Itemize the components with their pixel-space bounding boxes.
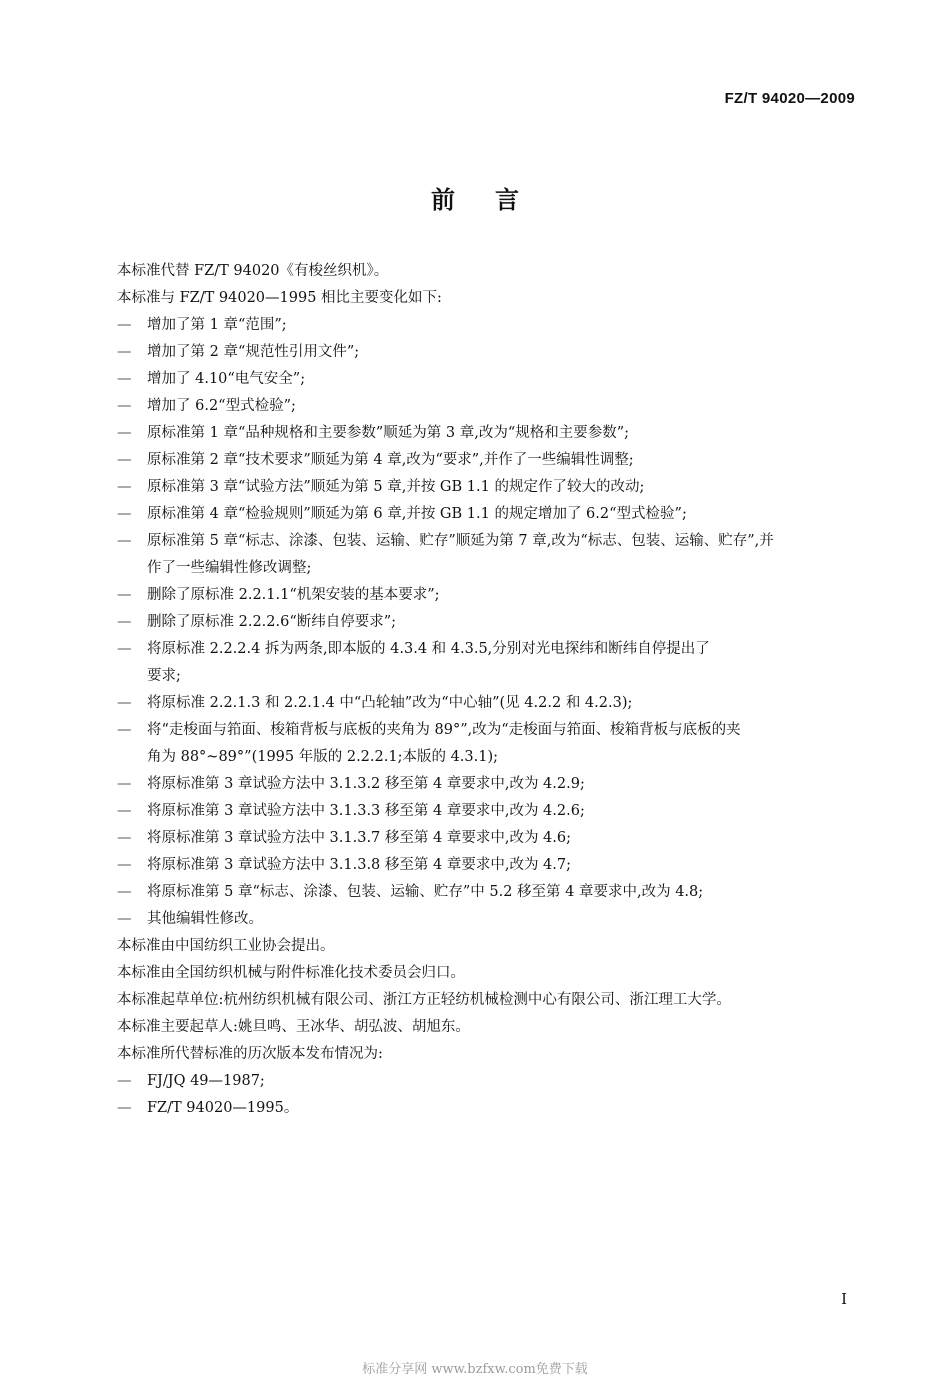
dash-marker: — [117,371,132,387]
list-item-text: 原标准第 4 章“检验规则”顺延为第 6 章,并按 GB 1.1 的规定增加了 6.2“型式检验”; [147,506,687,522]
paragraph: 本标准主要起草人:姚旦鸣、王冰华、胡弘波、胡旭东。 [117,1019,470,1035]
history-item [117,1068,862,1095]
list-item-text: 将原标准 2.2.2.4 拆为两条,即本版的 4.3.4 和 4.3.5,分别对光电探纬和断纬自停提出了 [147,641,710,657]
footer-watermark: 标准分享网 www.bzfxw.com免费下载 [362,1362,588,1377]
dash-marker: — [117,344,132,360]
dash-marker: — [117,911,132,927]
dash-marker: — [117,830,132,846]
list-item [117,852,862,879]
list-item-text: 将“走梭面与筘面、梭箱背板与底板的夹角为 89°”,改为“走梭面与筘面、梭箱背板与底板的夹 [147,722,741,738]
list-item-text: 原标准第 1 章“品种规格和主要参数”顺延为第 3 章,改为“规格和主要参数”; [147,425,630,441]
dash-marker: — [117,587,132,603]
list-item [117,879,862,906]
dash-marker: — [117,452,132,468]
list-item-text: 原标准第 2 章“技术要求”顺延为第 4 章,改为“要求”,并作了一些编辑性调整; [147,452,634,468]
dash-marker: — [117,398,132,414]
list-item-text: 将原标准第 5 章“标志、涂漆、包装、运输、贮存”中 5.2 移至第 4 章要求中,改为 4.8; [147,884,704,900]
list-item-text: 增加了 6.2“型式检验”; [147,398,296,414]
list-item-text: 将原标准第 3 章试验方法中 3.1.3.8 移至第 4 章要求中,改为 4.7; [147,857,571,873]
list-item-continuation: 角为 88°~89°”(1995 年版的 2.2.2.1;本版的 4.3.1); [147,749,499,765]
document-code: FZ/T 94020—2009 [724,90,855,107]
list-item [117,636,862,663]
list-item [117,825,862,852]
dash-marker: — [117,1100,132,1116]
list-item [117,501,862,528]
list-item-text: 原标准第 3 章“试验方法”顺延为第 5 章,并按 GB 1.1 的规定作了较大的改动; [147,479,645,495]
list-item [117,447,862,474]
list-item-text: 将原标准 2.2.1.3 和 2.2.1.4 中“凸轮轴”改为“中心轴”(见 4.2.2 和 4.2.3); [147,695,633,711]
dash-marker: — [117,722,132,738]
list-item-text: 删除了原标准 2.2.1.1“机架安装的基本要求”; [147,587,440,603]
paragraph: 本标准起草单位:杭州纺织机械有限公司、浙江方正轻纺机械检测中心有限公司、浙江理工大学。 [117,992,731,1008]
list-item [117,393,862,420]
list-item-text: 将原标准第 3 章试验方法中 3.1.3.7 移至第 4 章要求中,改为 4.6; [147,830,571,846]
list-item [117,609,862,636]
list-item-text: 将原标准第 3 章试验方法中 3.1.3.3 移至第 4 章要求中,改为 4.2.6; [147,803,585,819]
dash-marker: — [117,425,132,441]
dash-marker: — [117,803,132,819]
history-item [117,1095,862,1122]
list-item-text: 增加了第 2 章“规范性引用文件”; [147,344,360,360]
list-item [117,798,862,825]
dash-marker: — [117,1073,132,1089]
dash-marker: — [117,776,132,792]
list-item-text: 删除了原标准 2.2.2.6“断纬自停要求”; [147,614,397,630]
list-item [117,474,862,501]
list-item [117,582,862,609]
history-item-text: FZ/T 94020—1995。 [147,1100,299,1116]
paragraph: 本标准代替 FZ/T 94020《有梭丝织机》。 [117,263,389,279]
dash-marker: — [117,317,132,333]
list-item [117,366,862,393]
list-item [117,717,862,744]
dash-marker: — [117,857,132,873]
list-item-text: 将原标准第 3 章试验方法中 3.1.3.2 移至第 4 章要求中,改为 4.2.9; [147,776,585,792]
dash-marker: — [117,533,132,549]
page-number: I [841,1290,847,1308]
list-item [117,906,862,933]
list-item [117,339,862,366]
list-item-text: 原标准第 5 章“标志、涂漆、包装、运输、贮存”顺延为第 7 章,改为“标志、包装、运输、贮存”,并 [147,533,774,549]
history-item-text: FJ/JQ 49—1987; [147,1073,265,1089]
list-item [117,312,862,339]
paragraph: 本标准由全国纺织机械与附件标准化技术委员会归口。 [117,965,465,981]
list-item-text: 增加了 4.10“电气安全”; [147,371,306,387]
list-item [117,771,862,798]
dash-marker: — [117,884,132,900]
list-item [117,690,862,717]
dash-marker: — [117,506,132,522]
dash-marker: — [117,695,132,711]
paragraph: 本标准由中国纺织工业协会提出。 [117,938,335,954]
list-item-continuation: 要求; [147,668,181,684]
list-item-continuation: 作了一些编辑性修改调整; [147,560,312,576]
list-item [117,528,862,555]
paragraph: 本标准与 FZ/T 94020—1995 相比主要变化如下: [117,290,442,306]
list-item-text: 其他编辑性修改。 [147,911,263,927]
dash-marker: — [117,614,132,630]
list-item-text: 增加了第 1 章“范围”; [147,317,287,333]
list-item [117,420,862,447]
document-body [117,258,862,1122]
dash-marker: — [117,479,132,495]
paragraph: 本标准所代替标准的历次版本发布情况为: [117,1046,383,1062]
page-title: 前言 [431,185,559,214]
dash-marker: — [117,641,132,657]
